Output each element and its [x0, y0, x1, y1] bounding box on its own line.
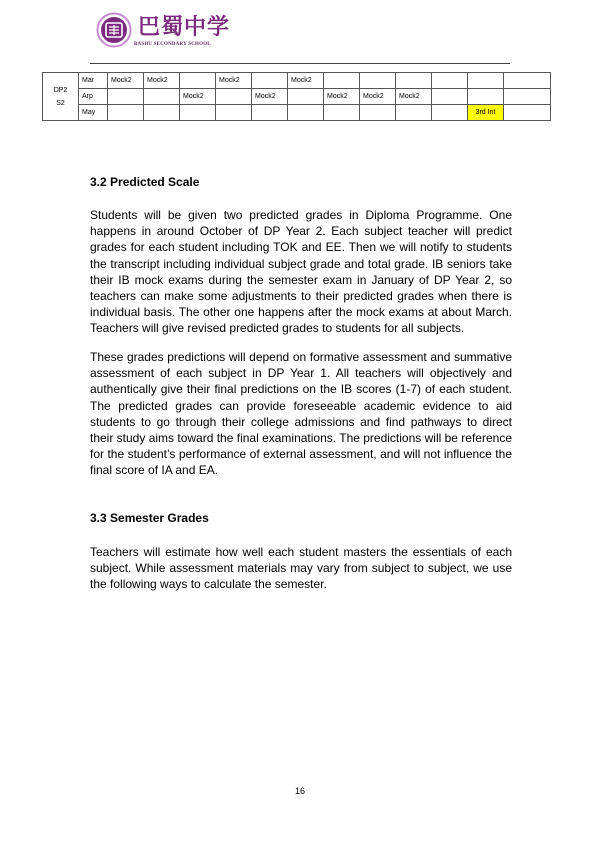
table-cell: Mock2	[324, 89, 360, 105]
table-cell: Mock2	[180, 89, 216, 105]
table-cell	[324, 105, 360, 121]
table-cell	[504, 105, 551, 121]
table-cell	[504, 73, 551, 89]
table-cell	[180, 73, 216, 89]
group-label-year: DP2	[53, 86, 68, 94]
table-cell	[432, 89, 468, 105]
school-name-cn: 巴蜀中学	[138, 14, 231, 40]
table-cell	[360, 105, 396, 121]
table-cell	[468, 73, 504, 89]
table-cell	[144, 105, 180, 121]
section-predicted-scale-body-2	[90, 349, 512, 479]
table-cell	[396, 105, 432, 121]
table-cell	[216, 89, 252, 105]
table-cell: Mock2	[360, 89, 396, 105]
table-cell	[288, 89, 324, 105]
table-cell	[468, 89, 504, 105]
table-cell	[360, 73, 396, 89]
month-cell: Mar	[79, 73, 108, 89]
assessment-schedule-table	[42, 72, 551, 121]
table-cell	[252, 105, 288, 121]
page-number: 16	[294, 786, 305, 796]
school-name-en: BASHU SECONDARY SCHOOL	[134, 42, 211, 47]
paragraph: Teachers will estimate how well each student masters the essentials of each subject. While assessment materials may vary from subject to subject, we use the following ways to calculate the semester.	[90, 545, 512, 592]
month-cell: May	[79, 105, 108, 121]
page-header	[90, 12, 510, 64]
table-cell	[108, 105, 144, 121]
table-cell	[288, 105, 324, 121]
table-row	[43, 89, 551, 105]
table-cell: 3rd Int	[468, 105, 504, 121]
table-cell	[252, 73, 288, 89]
section-semester-grades-body	[90, 544, 512, 593]
table-cell	[504, 89, 551, 105]
month-cell: Arp	[79, 89, 108, 105]
table-cell	[432, 73, 468, 89]
table-cell: Mock2	[252, 89, 288, 105]
header-divider	[90, 63, 510, 64]
table-row	[43, 73, 551, 89]
table-cell	[144, 89, 180, 105]
paragraph: Students will be given two predicted grades in Diploma Programme. One happens in around October of DP Year 2. Each subject teacher will predict grades for each student including TOK and EE. Then we will notify to students the transcript including individual subject grade and total grade. IB seniors take their IB mock exams during the semester exam in January of DP Year 2, so teachers can make some adjustments to their predicted grades when there is individual basis. The other one happens after the mock exams at about March. Teachers will give revised predicted grades to students for all subjects.	[90, 208, 512, 336]
section-heading: 3.3 Semester Grades	[90, 511, 209, 525]
table-cell	[432, 105, 468, 121]
section-predicted-scale	[90, 174, 512, 190]
table-row	[43, 105, 551, 121]
section-semester-grades	[90, 510, 512, 526]
table-cell: Mock2	[144, 73, 180, 89]
section-predicted-scale-body	[90, 207, 512, 337]
table-cell	[396, 73, 432, 89]
table-cell	[180, 105, 216, 121]
table-cell: Mock2	[396, 89, 432, 105]
table-cell: Mock2	[288, 73, 324, 89]
school-logo-icon	[96, 12, 132, 48]
group-label-cell	[43, 73, 79, 121]
table-cell	[216, 105, 252, 121]
table-cell: Mock2	[216, 73, 252, 89]
table-cell: Mock2	[108, 73, 144, 89]
group-label-semester: S2	[56, 99, 65, 107]
table-cell	[108, 89, 144, 105]
section-heading: 3.2 Predicted Scale	[90, 175, 200, 189]
paragraph: These grades predictions will depend on formative assessment and summative assessment of each subject in DP Year 1. All teachers will objectively and authentically give their final predictions on the IB scores (1-7) of each student. The predicted grades can provide foreseeable academic evidence to aid students to go through their college admissions and find pathways to direct their study aims toward the final examinations. The predictions will be reference for the student’s performance of external assessment, and will not influence the final score of IA and EA.	[90, 350, 512, 478]
table-cell	[324, 73, 360, 89]
